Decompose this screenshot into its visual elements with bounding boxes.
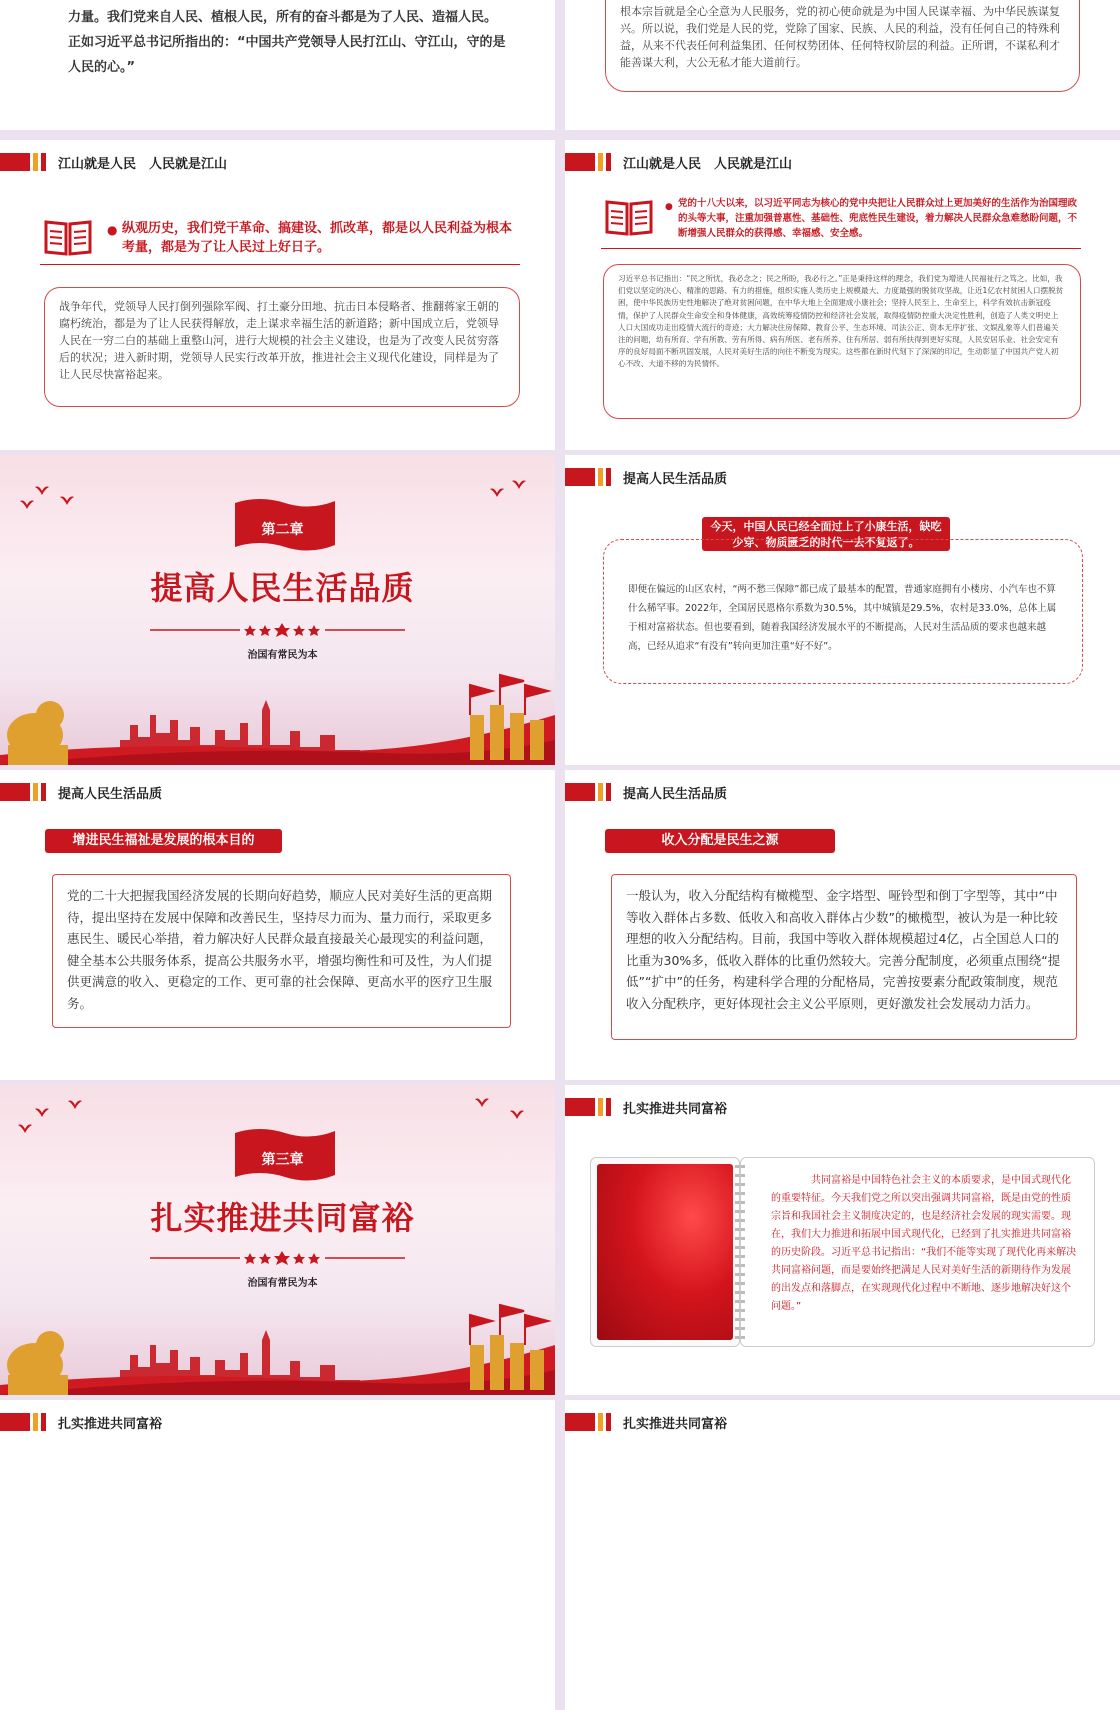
text-box [44, 287, 520, 407]
topic-pill: 增进民生福祉是发展的根本目的 [45, 829, 282, 853]
body-text: 共同富裕是中国特色社会主义的本质要求，是中国式现代化的重要特征。今天我们党之所以突出强调共同富裕，既是由党的性质宗旨和我国社会主义制度决定的，也是经济社会发展的现实需要。现在，我们大力推进和拓展中国式现代化，已经到了扎实推进共同富裕的历史阶段。习近平总书记指出：“我们不能等实现了现代化再来解决共同富裕问题，而是要始终把满足人民对美好生活的新期待作为发展的出发点和落脚点，在实现现代化过程中不断地、逐步地解决好这个问题。” [771, 1175, 1077, 1312]
section-header [565, 1410, 727, 1434]
slide-12 [565, 1400, 1120, 1710]
bullet-dot: ● [665, 202, 673, 212]
city-skyline-illustration [0, 645, 555, 765]
section-header [565, 780, 727, 804]
slide-9-chapter-cover [0, 1085, 555, 1395]
header-title: 江山就是人民 人民就是江山 [58, 156, 228, 172]
bird-icon [490, 485, 504, 499]
chapter-title: 扎实推进共同富裕 [150, 1199, 415, 1237]
slide-11 [0, 1400, 555, 1710]
notebook-image-card [590, 1157, 740, 1347]
body-text: 习近平总书记指出：“民之所忧，我必念之；民之所盼，我必行之。”正是秉持这样的理念，我们党为增进人民福祉行之笃之。比如，我们党以坚定的决心、精准的思路、有力的措施，组织实施人类历史上规模最大、力度最强的脱贫攻坚战，让近1亿农村贫困人口摆脱贫困，使中华民族历史性地解决了绝对贫困问题，在中华大地上全面建成小康社会；坚持人民至上、生命至上，科学有效抗击新冠疫情，保护了人民群众生命安全和身体健康，高效统筹疫情防控和经济社会发展，取得疫情防控重大决定性胜利，创造了人类文明史上人口大国成功走出疫情大流行的奇迹；大力解决住房保障、教育公平、生态环境、司法公正、资本无序扩张、文娱乱象等人们普遍关注的问题，幼有所育、学有所教、劳有所得、病有所医、老有所养、住有所居、弱有所扶得到更好实现，人民安居乐业、社会安定有序的良好局面不断巩固发展，人民对美好生活的向往不断变为现实。这些都在新时代刻下了深深的印记，生动彰显了中国共产党人初心不改、大道不移的为民情怀。 [618, 274, 1064, 369]
header-title: 江山就是人民 人民就是江山 [623, 156, 793, 172]
bullet-text: 纵观历史，我们党干革命、搞建设、抓改革，都是以人民利益为根本考量，都是为了让人民过上好日子。 [122, 221, 513, 255]
header-title: 提高人民生活品质 [623, 786, 728, 802]
section-header [0, 780, 162, 804]
bird-icon [35, 1105, 49, 1119]
chapter-title: 提高人民生活品质 [150, 569, 415, 607]
header-title: 提高人民生活品质 [58, 786, 163, 802]
divider [601, 248, 1081, 249]
header-title: 提高人民生活品质 [623, 471, 728, 487]
body-text: 党的二十大把握我国经济发展的长期向好趋势，顺应人民对美好生活的更高期待，提出坚持在发展中保障和改善民生，坚持尽力而为、量力而行，采取更多惠民生、暖民心举措，着力解决好人民群众最直接最关心最现实的利益问题，健全基本公共服务体系，提高公共服务水平，增强均衡性和可及性，为人们提供更满意的收入、更稳定的工作、更可靠的社会保障、更高水平的医疗卫生服务。 [67, 888, 493, 1011]
chapter-subtitle: 治国有常民为本 [247, 1278, 318, 1289]
bird-icon [35, 483, 49, 497]
slide-5-chapter-cover [0, 455, 555, 765]
stars-divider [150, 1251, 405, 1265]
callout-text: 今天，中国人民已经全面过上了小康生活，缺吃少穿、物质匮乏的时代一去不复返了。 [710, 520, 942, 549]
bird-icon [20, 497, 34, 511]
chapter-subtitle: 治国有常民为本 [247, 650, 318, 661]
bird-icon [510, 1107, 524, 1121]
bullet-dot: ● [107, 223, 118, 237]
text-box [603, 264, 1081, 419]
slide-7 [0, 770, 555, 1080]
red-silk-image [597, 1164, 733, 1340]
text-box [603, 539, 1083, 684]
body-text: 战争年代，党领导人民打倒列强除军阀、打土豪分田地、抗击日本侵略者、推翻蒋家王朝的腐朽统治，都是为了让人民获得解放，走上谋求幸福生活的新道路；新中国成立后，党领导人民在一穷二白的基础上重整山河，进行大规模的社会主义建设，也是为了改变人民贫穷落后的状况；进入新时期，党领导人民实行改革开放，推进社会主义现代化建设，同样是为了让人民尽快富裕起来。 [59, 300, 499, 381]
text-box [611, 874, 1077, 1040]
divider [40, 264, 520, 265]
slide-4 [565, 140, 1120, 450]
body-text: 一般认为，收入分配结构有橄榄型、金字塔型、哑铃型和倒丁字型等，其中“中等收入群体占多数、低收入和高收入群体占少数”的橄榄型，被认为是一种比较理想的收入分配结构。目前，我国中等收入群体规模超过4亿，占全国总人口的比重为30%多，低收入群体的比重仍然较大。完善分配制度，必须重点围绕“提低”“扩中”的任务，构建科学合理的分配格局，完善按要素分配政策制度，规范收入分配秩序，更好体现社会主义公平原则，更好激发社会发展动力活力。 [626, 888, 1061, 1011]
slide-8 [565, 770, 1120, 1080]
text-box [52, 874, 511, 1028]
bird-icon [512, 477, 526, 491]
section-header [565, 1095, 727, 1119]
slide-2 [565, 0, 1120, 130]
section-header [565, 150, 792, 174]
bird-icon [475, 1095, 489, 1109]
bullet-text: 党的十八大以来，以习近平同志为核心的党中央把让人民群众过上更加美好的生活作为治国理政的头等大事，注重加强普惠性、基础性、兜底性民生建设，着力解决人民群众急难愁盼问题，不断增强人民群众的获得感、幸福感、安全感。 [678, 198, 1078, 239]
slide-2-text: 根本宗旨就是全心全意为人民服务，党的初心使命就是为中国人民谋幸福、为中华民族谋复兴。所以说，我们党是人民的党，党除了国家、民族、人民的利益，没有任何自己的特殊利益，从来不代表任何利益集团、任何权势团体、任何特权阶层的利益。正所谓，不谋私利才能善谋大利，大公无私才能大道前行。 [620, 5, 1060, 69]
header-title: 扎实推进共同富裕 [623, 1101, 728, 1117]
header-title: 扎实推进共同富裕 [623, 1416, 728, 1432]
chapter-label: 第二章 [261, 522, 304, 538]
slide-6 [565, 455, 1120, 765]
bird-icon [68, 1097, 82, 1111]
slide-1-text: 力量。我们党来自人民、植根人民，所有的奋斗都是为了人民、造福人民。正如习近平总书记所指出的：“中国共产党领导人民打江山、守江山，守的是人民的心。” [68, 10, 506, 75]
header-title: 扎实推进共同富裕 [58, 1416, 163, 1432]
section-header [0, 150, 227, 174]
chapter-label: 第三章 [261, 1152, 304, 1168]
stars-divider [150, 623, 405, 637]
topic-pill: 收入分配是民生之源 [605, 829, 835, 853]
slide-2-text-box [605, 0, 1080, 92]
body-text: 即便在偏远的山区农村，“两不愁三保障”都已成了最基本的配置，普通家庭拥有小楼房、小汽车也不算什么稀罕事。2022年，全国居民恩格尔系数为30.5%，其中城镇是29.5%，农村是33.0%，总体上属于相对富裕状态。但也要看到，随着我国经济发展水平的不断提高，人民对生活品质的要求也越来越高，已经从追求“有没有”转向更加注重“好不好”。 [628, 584, 1057, 652]
slide-3 [0, 140, 555, 450]
bird-icon [60, 493, 74, 507]
book-icon [605, 198, 653, 238]
city-skyline-illustration [0, 1275, 555, 1395]
book-icon [44, 218, 92, 258]
slide-1 [0, 0, 555, 130]
slide-10 [565, 1085, 1120, 1395]
section-header [565, 465, 727, 489]
bird-icon [18, 1121, 32, 1135]
notebook-text-card [740, 1157, 1095, 1347]
section-header [0, 1410, 162, 1434]
